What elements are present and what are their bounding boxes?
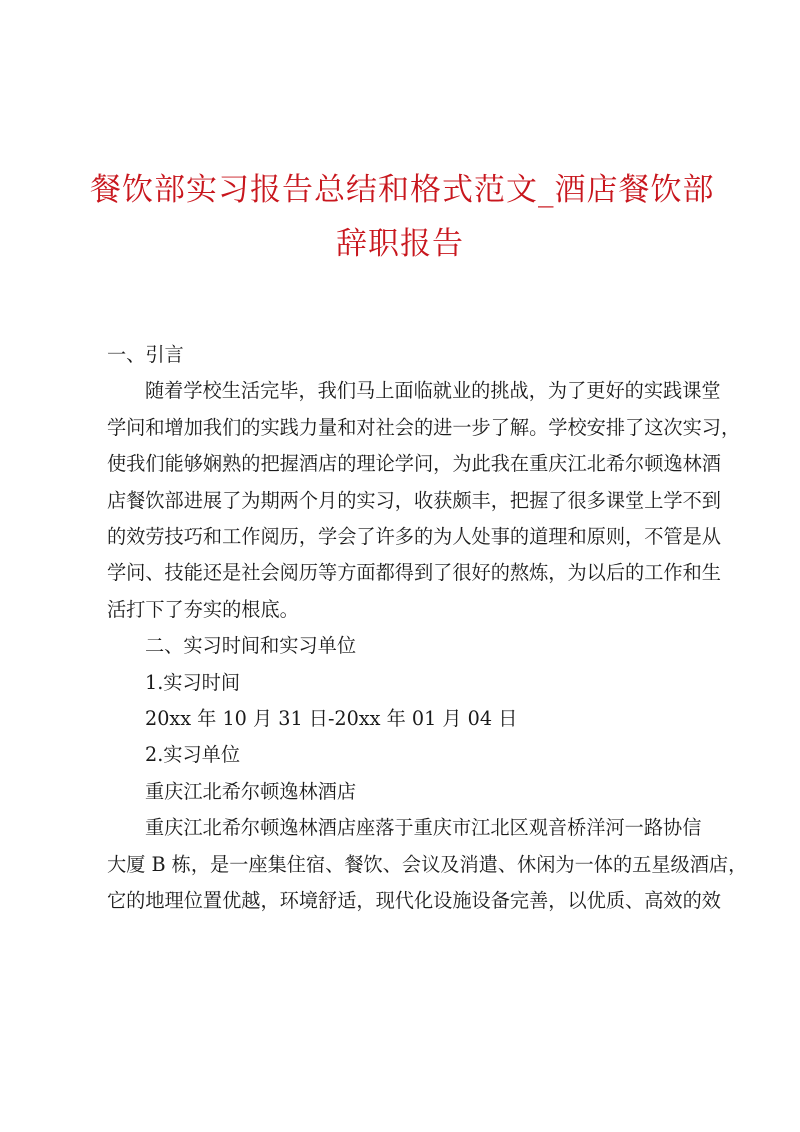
intro-line-4: 店餐饮部进展了为期两个月的实习，收获颇丰，把握了很多课堂上学不到 bbox=[107, 488, 721, 512]
unit-name: 重庆江北希尔顿逸林酒店 bbox=[145, 779, 357, 803]
unit-heading: 2.实习单位 bbox=[145, 743, 241, 767]
intro-line-3: 使我们能够娴熟的把握酒店的理论学问，为此我在重庆江北希尔顿逸林酒 bbox=[107, 452, 721, 476]
unit-line-1: 重庆江北希尔顿逸林酒店座落于重庆市江北区观音桥洋河一路协信 bbox=[145, 816, 702, 840]
intro-line-1: 随着学校生活完毕，我们马上面临就业的挑战，为了更好的实践课堂 bbox=[145, 379, 721, 403]
document-body bbox=[107, 337, 748, 920]
intro-paragraph bbox=[107, 373, 741, 628]
unit-line-2: 大厦 B 栋，是一座集住宿、餐饮、会议及消遣、休闲为一体的五星级酒店， bbox=[107, 852, 748, 876]
unit-line-3: 它的地理位置优越，环境舒适，现代化设施设备完善，以优质、高效的效 bbox=[107, 889, 721, 913]
time-value: 20xx 年 10 月 31 日-20xx 年 01 月 04 日 bbox=[145, 707, 518, 731]
title-line-1: 餐饮部实习报告总结和格式范文_酒店餐饮部 bbox=[90, 172, 715, 208]
section2-heading: 二、实习时间和实习单位 bbox=[145, 634, 357, 658]
intro-heading: 一、引言 bbox=[107, 343, 184, 366]
intro-line-6: 学问、技能还是社会阅历等方面都得到了很好的熬炼，为以后的工作和生 bbox=[107, 561, 721, 585]
intro-line-2: 学问和增加我们的实践力量和对社会的进一步了解。学校安排了这次实习， bbox=[107, 415, 741, 439]
document-title bbox=[90, 163, 715, 271]
time-heading: 1.实习时间 bbox=[145, 670, 241, 694]
unit-paragraph bbox=[107, 810, 748, 919]
intro-line-7: 活打下了夯实的根底。 bbox=[107, 597, 299, 621]
intro-line-5: 的效劳技巧和工作阅历，学会了许多的为人处事的道理和原则，不管是从 bbox=[107, 525, 721, 549]
title-line-2: 辞职报告 bbox=[336, 226, 464, 262]
